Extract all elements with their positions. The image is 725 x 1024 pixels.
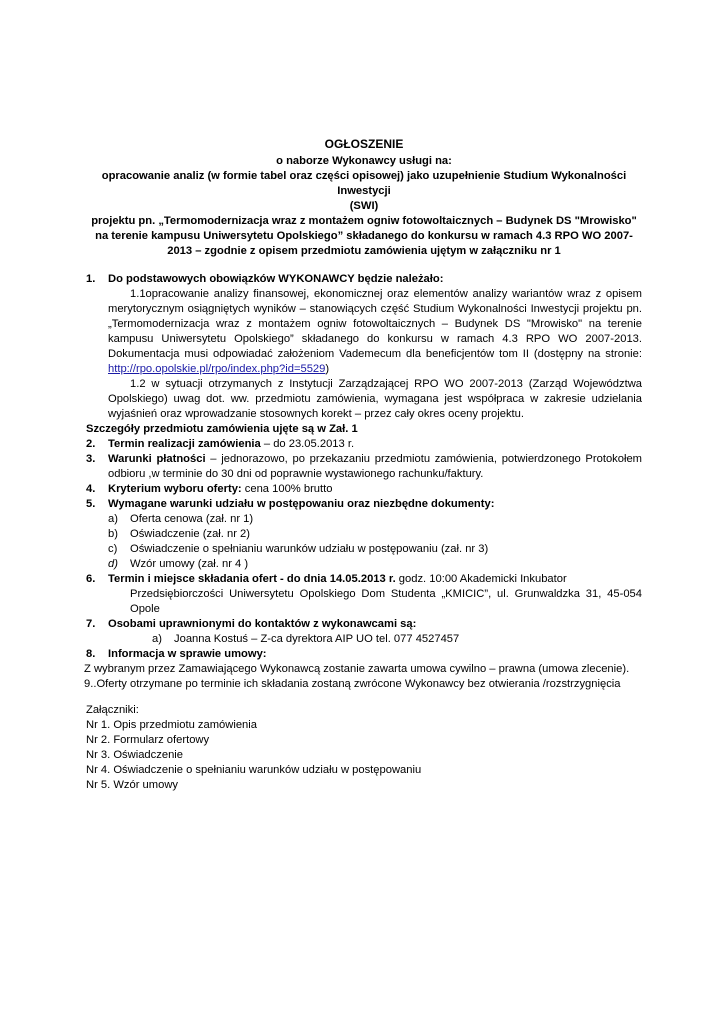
paragraph-text: 1.2 w sytuacji otrzymanych z Instytucji Zarządzającej RPO WO 2007-2013 (Zarząd Województwa Opolskiego) uwag dot. ww. przedmiotu zamówienia, wymagana jest współpraca w zakresie udzielania wyjaśnień oraz wprowadzanie stosownych korekt – przez cały okres oceny projektu.: [108, 378, 642, 420]
sub-item-b: [86, 527, 642, 542]
list-item-2: [86, 437, 642, 452]
item-number: 5.: [86, 498, 96, 510]
sub-text: Oferta cenowa (zał. nr 1): [130, 513, 254, 525]
contact-text: Joanna Kostuś – Z-ca dyrektora AIP UO tel. 077 4527457: [174, 633, 460, 645]
header-line: na terenie kampusu Uniwersytetu Opolskiego” składanego do konkursu w ramach 4.3 RPO WO 2007-: [95, 230, 633, 242]
attachment-item: Nr 3. Oświadczenie: [86, 749, 183, 761]
paragraph-1-2: [108, 377, 642, 422]
item-text: cena 100% brutto: [241, 483, 333, 495]
attachments-title: Załączniki:: [86, 704, 139, 716]
document-title: OGŁOSZENIE: [324, 137, 404, 151]
item-9-line: 9..Oferty otrzymane po terminie ich składania zostaną zwrócone Wykonawcy bez otwierania /rozstrzygnięcia: [84, 678, 621, 690]
header-line: 2013 – zgodnie z opisem przedmiotu zamówienia ujętym w załączniku nr 1: [167, 245, 561, 257]
attachment-item: Nr 1. Opis przedmiotu zamówienia: [86, 719, 257, 731]
header-line: o naborze Wykonawcy usługi na:: [276, 155, 452, 167]
sub-item-c: [86, 542, 642, 557]
sub-letter: c): [108, 543, 118, 555]
sub-letter: b): [108, 528, 118, 540]
item-number: 3.: [86, 453, 96, 465]
attachment-item: Nr 5. Wzór umowy: [86, 779, 178, 791]
paragraph-text-end: ): [325, 363, 330, 375]
list-item-4: [86, 482, 642, 497]
item-label: Wymagane warunki udziału w postępowaniu oraz niezbędne dokumenty:: [108, 498, 495, 510]
list-item-3: [86, 452, 642, 482]
item-number: 4.: [86, 483, 96, 495]
list-item-6: [86, 572, 642, 587]
item-number: 2.: [86, 438, 96, 450]
sub-text: Oświadczenie (zał. nr 2): [130, 528, 250, 540]
item-6-continuation: Przedsiębiorczości Uniwersytetu Opolskiego Dom Studenta „KMICIC”, ul. Grunwaldzka 31, 45-054 Opole: [130, 588, 642, 615]
item-label: Kryterium wyboru oferty:: [108, 483, 242, 495]
attachment-item: Nr 2. Formularz ofertowy: [86, 734, 210, 746]
contract-line: Z wybranym przez Zamawiającego Wykonawcą zostanie zawarta umowa cywilno – prawna (umowa zlecenie).: [84, 663, 630, 675]
sub-letter: d): [108, 558, 118, 570]
details-note: Szczegóły przedmiotu zamówienia ujęte są w Zał. 1: [86, 423, 358, 435]
sub-letter: a): [152, 633, 162, 645]
item-text: godz. 10:00 Akademicki Inkubator: [395, 573, 567, 585]
item-text: – jednorazowo, po przekazaniu przedmiotu zamówienia, potwierdzonego Protokołem odbioru ,w terminie do 30 dni od poprawnie wystawionego rachunku/faktury.: [108, 453, 643, 480]
list-item-1: [86, 272, 642, 287]
header-line: (SWI): [349, 200, 379, 212]
paragraph-1-1: [108, 287, 642, 377]
item-number: 6.: [86, 573, 96, 585]
sub-item-a: [86, 512, 642, 527]
sub-text: Oświadczenie o spełnianiu warunków udziału w postępowaniu (zał. nr 3): [130, 543, 489, 555]
contact-person: [86, 632, 642, 647]
item-label: Informacja w sprawie umowy:: [108, 648, 267, 660]
attachments-section: [86, 703, 642, 793]
sub-text: Wzór umowy (zał. nr 4 ): [130, 558, 249, 570]
header-line: opracowanie analiz (w formie tabel oraz części opisowej) jako uzupełnienie Studium Wykonalności Inwestycji: [101, 170, 627, 197]
item-label: Osobami uprawnionymi do kontaktów z wykonawcami są:: [108, 618, 417, 630]
sub-item-d: [86, 557, 642, 572]
announcement-header: [86, 137, 642, 259]
item-number: 1.: [86, 273, 96, 285]
item-number: 7.: [86, 618, 96, 630]
item-label: Termin realizacji zamówienia: [108, 438, 261, 450]
header-line: projektu pn. „Termomodernizacja wraz z montażem ogniw fotowoltaicznych – Budynek DS "Mrowisko": [91, 215, 637, 227]
item-heading: Do podstawowych obowiązków WYKONAWCY będzie należało:: [108, 273, 444, 285]
item-text: – do 23.05.2013 r.: [260, 438, 355, 450]
list-item-5: [86, 497, 642, 512]
item-number: 8.: [86, 648, 96, 660]
item-label: Warunki płatności: [108, 453, 206, 465]
list-item-7: [86, 617, 642, 632]
list-item-8: [86, 647, 642, 662]
rpo-link[interactable]: http://rpo.opolskie.pl/rpo/index.php?id=5529: [108, 363, 326, 375]
paragraph-text: 1.1opracowanie analizy finansowej, ekonomicznej oraz elementów analizy wariantów wraz z opisem merytorycznym osiągniętych wyników – stanowiących część Studium Wykonalności Inwestycji projektu pn. „Termomodernizacja wraz z montażem ogniw fotowoltaicznych – Budynek DS "Mrowisko" na terenie kampusu Uniwersytetu Opolskiego” składanego do konkursu w ramach 4.3 RPO WO 2007-2013. Dokumentacja musi odpowiadać założeniom Vademecum dla beneficjentów tom II (dostępny na stronie:: [108, 288, 642, 360]
sub-letter: a): [108, 513, 118, 525]
item-label: Termin i miejsce składania ofert - do dnia 14.05.2013 r.: [108, 573, 396, 585]
attachment-item: Nr 4. Oświadczenie o spełnianiu warunków udziału w postępowaniu: [86, 764, 422, 776]
requirements-list: [86, 272, 642, 692]
